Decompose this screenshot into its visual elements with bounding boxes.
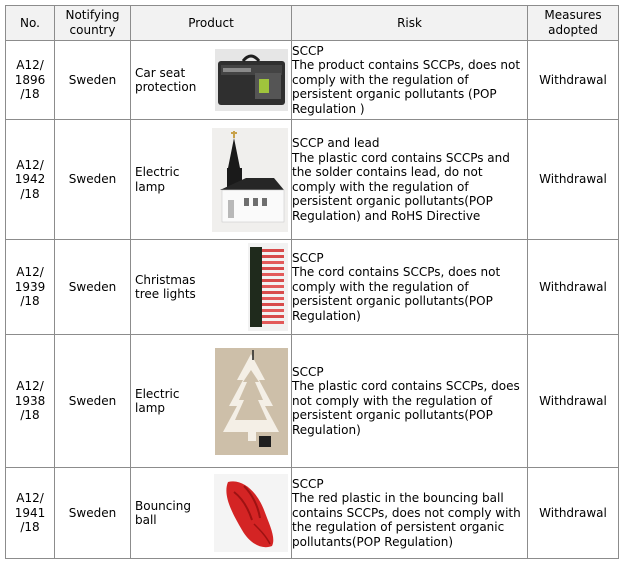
measure-adopted: Withdrawal bbox=[528, 468, 619, 559]
product-cell bbox=[131, 120, 292, 240]
risk-title: SCCP bbox=[292, 364, 324, 379]
table-row bbox=[6, 240, 619, 335]
tree-lamp-photo bbox=[215, 348, 288, 455]
car-seat-protection-photo bbox=[215, 49, 288, 111]
risk-title: SCCP and lead bbox=[292, 136, 380, 150]
risk-title: SCCP bbox=[292, 43, 324, 58]
notification-number: A12/ 1939 /18 bbox=[6, 240, 55, 335]
notifying-country: Sweden bbox=[55, 468, 131, 559]
risk-cell bbox=[292, 468, 528, 559]
risk-cell bbox=[292, 41, 528, 120]
notification-number: A12/ 1896 /18 bbox=[6, 41, 55, 120]
notifying-country: Sweden bbox=[55, 41, 131, 120]
product-name: Electric lamp bbox=[135, 386, 180, 415]
table-row bbox=[6, 468, 619, 559]
risk-description: The red plastic in the bouncing ball contains SCCPs, does not comply with the regulation of persistent organic pollutants(POP Regulation) bbox=[292, 491, 521, 549]
product-name: Bouncing ball bbox=[135, 498, 191, 527]
risk-description: The plastic cord contains SCCPs, does not comply with the regulation of persistent organic pollutants(POP Regulation) bbox=[292, 379, 520, 437]
product-name: Electric lamp bbox=[135, 165, 180, 194]
christmas-lights-photo bbox=[248, 243, 288, 331]
red-ball-photo bbox=[214, 474, 288, 552]
notification-number: A12/ 1942 /18 bbox=[6, 120, 55, 240]
notifying-country: Sweden bbox=[55, 240, 131, 335]
header-notifying-country: Notifying country bbox=[55, 6, 131, 41]
product-cell bbox=[131, 41, 292, 120]
measure-adopted: Withdrawal bbox=[528, 240, 619, 335]
risk-title: SCCP bbox=[292, 250, 324, 265]
notification-number: A12/ 1941 /18 bbox=[6, 468, 55, 559]
header-product: Product bbox=[131, 6, 292, 41]
header-no: No. bbox=[6, 6, 55, 41]
product-name: Car seat protection bbox=[135, 65, 197, 94]
notifying-country: Sweden bbox=[55, 120, 131, 240]
product-cell bbox=[131, 468, 292, 559]
table-row bbox=[6, 335, 619, 468]
header-measures-adopted: Measures adopted bbox=[528, 6, 619, 41]
notification-number: A12/ 1938 /18 bbox=[6, 335, 55, 468]
risk-cell bbox=[292, 120, 528, 240]
header-row bbox=[6, 6, 619, 41]
notifying-country: Sweden bbox=[55, 335, 131, 468]
risk-title: SCCP bbox=[292, 476, 324, 491]
product-cell bbox=[131, 240, 292, 335]
risk-cell bbox=[292, 240, 528, 335]
product-name: Christmas tree lights bbox=[135, 272, 196, 301]
notifications-table bbox=[5, 5, 619, 559]
risk-description: The cord contains SCCPs, does not comply with the regulation of persistent organic pollutants(POP Regulation) bbox=[292, 265, 501, 323]
table-row bbox=[6, 41, 619, 120]
measure-adopted: Withdrawal bbox=[528, 120, 619, 240]
measure-adopted: Withdrawal bbox=[528, 41, 619, 120]
church-lamp-photo bbox=[212, 128, 288, 232]
risk-description: The product contains SCCPs, does not comply with the regulation of persistent organic pollutants (POP Regulation ) bbox=[292, 58, 521, 116]
risk-description: The plastic cord contains SCCPs and the solder contains lead, do not comply with the regulation of persistent organic pollutants(POP Regulation) and RoHS Directive bbox=[292, 150, 510, 223]
measure-adopted: Withdrawal bbox=[528, 335, 619, 468]
risk-cell bbox=[292, 335, 528, 468]
table-row bbox=[6, 120, 619, 240]
product-cell bbox=[131, 335, 292, 468]
header-risk: Risk bbox=[292, 6, 528, 41]
